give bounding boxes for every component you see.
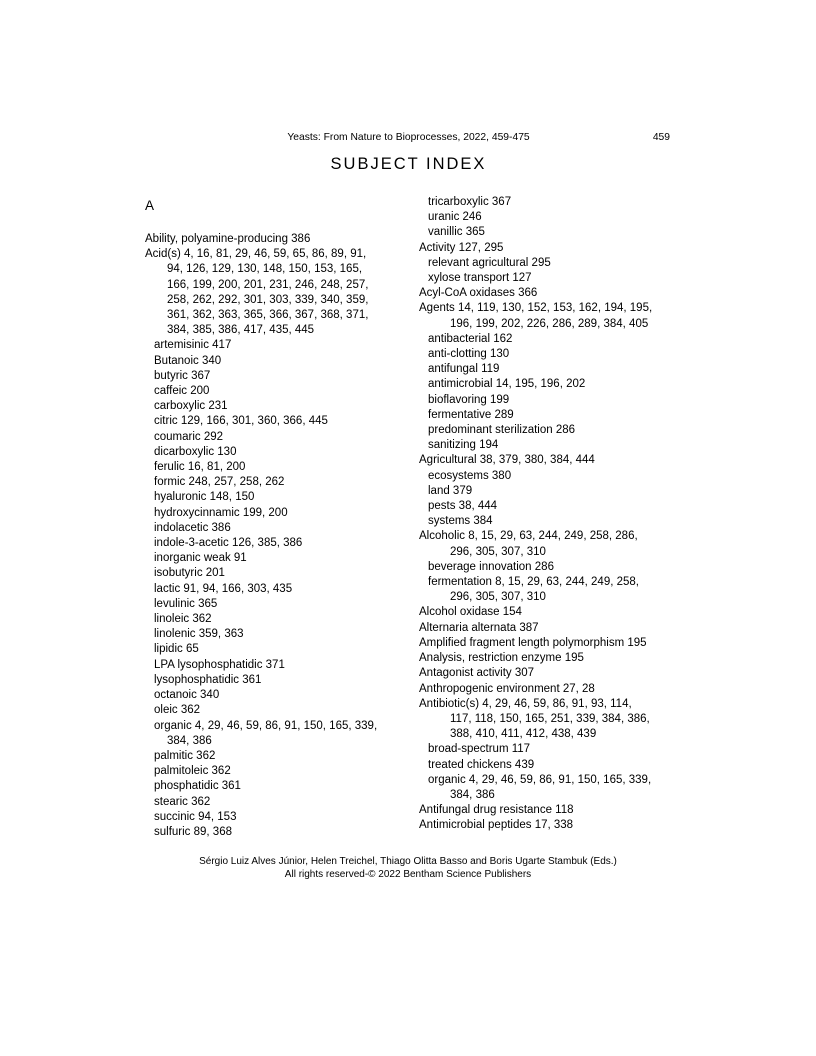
index-entry: butyric 367 <box>154 369 211 382</box>
index-entry: Antagonist activity 307 <box>419 667 535 680</box>
index-entry: succinic 94, 153 <box>154 810 237 823</box>
index-entry: Acid(s) 4, 16, 81, 29, 46, 59, 65, 86, 89, 91, <box>145 248 367 261</box>
index-entry: palmitic 362 <box>154 749 216 762</box>
index-entry: pests 38, 444 <box>428 500 498 513</box>
index-entry: linoleic 362 <box>154 613 212 626</box>
index-entry: 384, 386 <box>450 788 495 801</box>
index-entry: formic 248, 257, 258, 262 <box>154 476 285 489</box>
index-entry: 388, 410, 411, 412, 438, 439 <box>450 728 597 741</box>
index-entry: LPA lysophosphatidic 371 <box>154 658 285 671</box>
index-entry: hydroxycinnamic 199, 200 <box>154 506 288 519</box>
index-entry: predominant sterilization 286 <box>428 424 576 437</box>
index-entry: antifungal 119 <box>428 363 500 376</box>
index-entry: 384, 386 <box>167 734 212 747</box>
index-entry: fermentation 8, 15, 29, 63, 244, 249, 258, <box>428 576 639 589</box>
index-entry: Alcoholic 8, 15, 29, 63, 244, 249, 258, 286, <box>419 530 638 543</box>
index-entry: caffeic 200 <box>154 385 210 398</box>
index-entry: Activity 127, 295 <box>419 241 504 254</box>
index-entry: systems 384 <box>428 515 493 528</box>
index-entry: Antifungal drug resistance 118 <box>419 804 574 817</box>
index-entry: fermentative 289 <box>428 408 514 421</box>
index-entry: Analysis, restriction enzyme 195 <box>419 652 584 665</box>
index-entry: uranic 246 <box>428 211 482 224</box>
index-entry: beverage innovation 286 <box>428 560 554 573</box>
section-letter-a: A <box>145 198 155 213</box>
index-entry: antimicrobial 14, 195, 196, 202 <box>428 378 586 391</box>
index-entry: 258, 262, 292, 301, 303, 339, 340, 359, <box>167 293 369 306</box>
index-entry: Antimicrobial peptides 17, 338 <box>419 819 574 832</box>
page-footer <box>72 855 744 881</box>
index-entry: tricarboxylic 367 <box>428 196 512 208</box>
index-entry: Alcohol oxidase 154 <box>419 606 522 619</box>
index-entry: levulinic 365 <box>154 597 218 610</box>
index-entry: stearic 362 <box>154 795 211 808</box>
index-entry: ecosystems 380 <box>428 469 512 482</box>
index-entry: vanillic 365 <box>428 226 485 239</box>
index-entry: Acyl-CoA oxidases 366 <box>419 287 538 300</box>
index-entry: indolacetic 386 <box>154 521 231 534</box>
index-entry: 166, 199, 200, 201, 231, 246, 248, 257, <box>167 278 369 291</box>
index-entry: 117, 118, 150, 165, 251, 339, 384, 386, <box>450 712 650 725</box>
index-column-right <box>419 195 672 834</box>
index-entry: sanitizing 194 <box>428 439 499 452</box>
index-entry: Agents 14, 119, 130, 152, 153, 162, 194, 195, <box>419 302 653 315</box>
index-entry: 384, 385, 386, 417, 435, 445 <box>167 324 315 337</box>
index-entry: coumaric 292 <box>154 430 224 443</box>
index-entry: Amplified fragment length polymorphism 195 <box>419 636 647 649</box>
footer-editors: Sérgio Luiz Alves Júnior, Helen Treichel, Thiago Olitta Basso and Boris Ugarte Stambuk (Eds.) <box>199 856 617 867</box>
footer-copyright: All rights reserved-© 2022 Bentham Science Publishers <box>284 869 532 880</box>
index-entry: sulfuric 89, 368 <box>154 825 232 838</box>
index-entry: 296, 305, 307, 310 <box>450 545 546 558</box>
index-entry: phosphatidic 361 <box>154 780 241 793</box>
index-entry: organic 4, 29, 46, 59, 86, 91, 150, 165, 339, <box>154 719 378 732</box>
index-entry: Agricultural 38, 379, 380, 384, 444 <box>419 454 595 467</box>
index-entry: carboxylic 231 <box>154 400 228 413</box>
index-entry: land 379 <box>428 484 473 497</box>
index-entry: bioflavoring 199 <box>428 393 510 406</box>
index-entry: Antibiotic(s) 4, 29, 46, 59, 86, 91, 93, 114, <box>419 697 632 710</box>
index-entry: treated chickens 439 <box>428 758 535 771</box>
index-entry: inorganic weak 91 <box>154 552 247 565</box>
index-entry: 296, 305, 307, 310 <box>450 591 546 604</box>
index-entry: 94, 126, 129, 130, 148, 150, 153, 165, <box>167 263 363 276</box>
index-entry: relevant agricultural 295 <box>428 256 551 269</box>
running-title: Yeasts: From Nature to Bioprocesses, 2022, 459-475 <box>287 132 530 143</box>
index-entry: hyaluronic 148, 150 <box>154 491 255 504</box>
index-entry: octanoic 340 <box>154 689 220 702</box>
index-entry: Anthropogenic environment 27, 28 <box>419 682 595 695</box>
index-column-left <box>145 232 407 840</box>
index-entry: lipidic 65 <box>154 643 199 656</box>
index-entry: ferulic 16, 81, 200 <box>154 461 246 474</box>
index-entry: Butanoic 340 <box>154 354 222 367</box>
index-entry: xylose transport 127 <box>428 272 532 285</box>
index-entry: isobutyric 201 <box>154 567 225 580</box>
index-entry: 196, 199, 202, 226, 286, 289, 384, 405 <box>450 317 649 330</box>
page-number: 459 <box>652 132 670 143</box>
index-entry: organic 4, 29, 46, 59, 86, 91, 150, 165, 339, <box>428 773 652 786</box>
index-entry: broad-spectrum 117 <box>428 743 531 756</box>
index-entry: Alternaria alternata 387 <box>419 621 539 634</box>
index-entry: dicarboxylic 130 <box>154 445 237 458</box>
page-header <box>145 131 672 144</box>
index-entry: anti-clotting 130 <box>428 348 510 361</box>
index-entry: Ability, polyamine-producing 386 <box>145 233 311 245</box>
index-entry: lactic 91, 94, 166, 303, 435 <box>154 582 293 595</box>
page-title: SUBJECT INDEX <box>330 155 487 173</box>
index-entry: artemisinic 417 <box>154 339 232 352</box>
index-entry: lysophosphatidic 361 <box>154 673 262 686</box>
index-entry: oleic 362 <box>154 704 201 717</box>
index-entry: indole-3-acetic 126, 385, 386 <box>154 537 303 550</box>
index-entry: palmitoleic 362 <box>154 765 231 778</box>
index-entry: antibacterial 162 <box>428 332 513 345</box>
index-entry: 361, 362, 363, 365, 366, 367, 368, 371, <box>167 309 369 322</box>
index-entry: citric 129, 166, 301, 360, 366, 445 <box>154 415 328 428</box>
index-entry: linolenic 359, 363 <box>154 628 244 641</box>
